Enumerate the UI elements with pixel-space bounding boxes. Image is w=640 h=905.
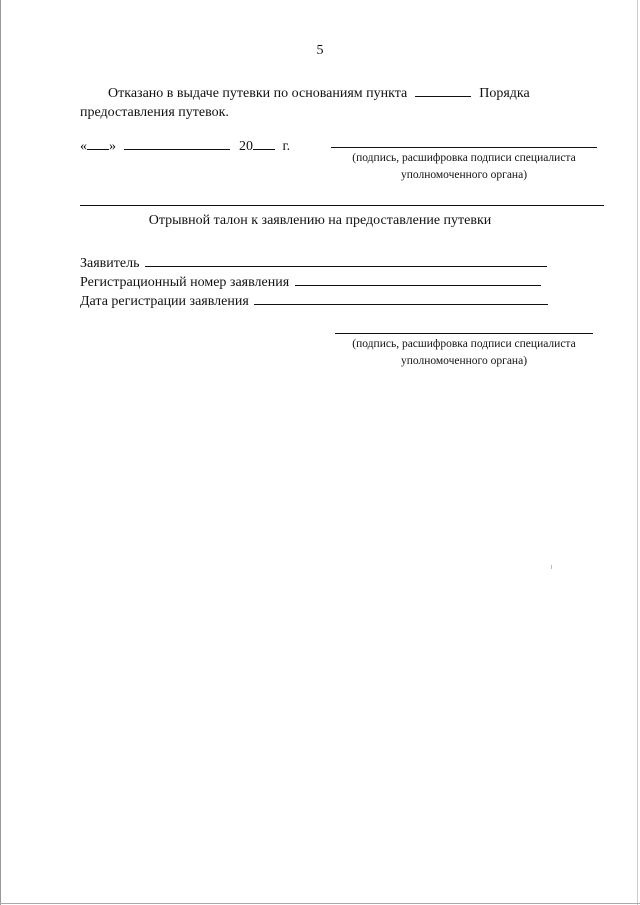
registration-date-blank: [254, 292, 548, 305]
applicant-label: Заявитель: [80, 256, 140, 271]
signature-caption-2: (подпись, расшифровка подписи специалиста уполномоченного органа): [352, 338, 576, 367]
stub-title: Отрывной талон к заявлению на предоставление путевки: [148, 213, 492, 228]
quote-open: «: [80, 139, 87, 154]
registration-number-label: Регистрационный номер заявления: [80, 275, 290, 290]
year-prefix: 20: [239, 139, 253, 154]
scan-edge-right: [637, 0, 638, 905]
registration-number-field: [80, 273, 541, 290]
quote-close: »: [109, 139, 116, 154]
signature-caption-1: (подпись, расшифровка подписи специалиста уполномоченного органа): [352, 152, 576, 181]
applicant-field: [80, 254, 547, 271]
month-blank: [124, 137, 230, 150]
refusal-text-after: Порядка: [479, 86, 530, 101]
signature-line-1: [331, 147, 597, 148]
refusal-paragraph-line1: [108, 86, 604, 101]
applicant-blank: [145, 254, 547, 267]
refusal-paragraph-line2: предоставления путевок.: [80, 105, 229, 120]
date-line: [80, 137, 290, 154]
day-blank: [87, 137, 109, 150]
refusal-text-before: Отказано в выдаче путевки по основаниям пункта: [108, 86, 408, 101]
page-number: 5: [316, 43, 324, 58]
clause-number-blank: [415, 86, 471, 97]
tear-off-divider: [80, 205, 604, 206]
year-suffix: г.: [282, 139, 291, 154]
registration-date-field: [80, 292, 548, 309]
scan-edge-left: [0, 0, 1, 905]
signature-line-2: [335, 333, 593, 334]
scan-edge-bottom: [0, 903, 640, 904]
year-blank: [253, 137, 275, 150]
scan-mark: [551, 565, 552, 569]
registration-date-label: Дата регистрации заявления: [80, 294, 249, 309]
registration-number-blank: [295, 273, 541, 286]
